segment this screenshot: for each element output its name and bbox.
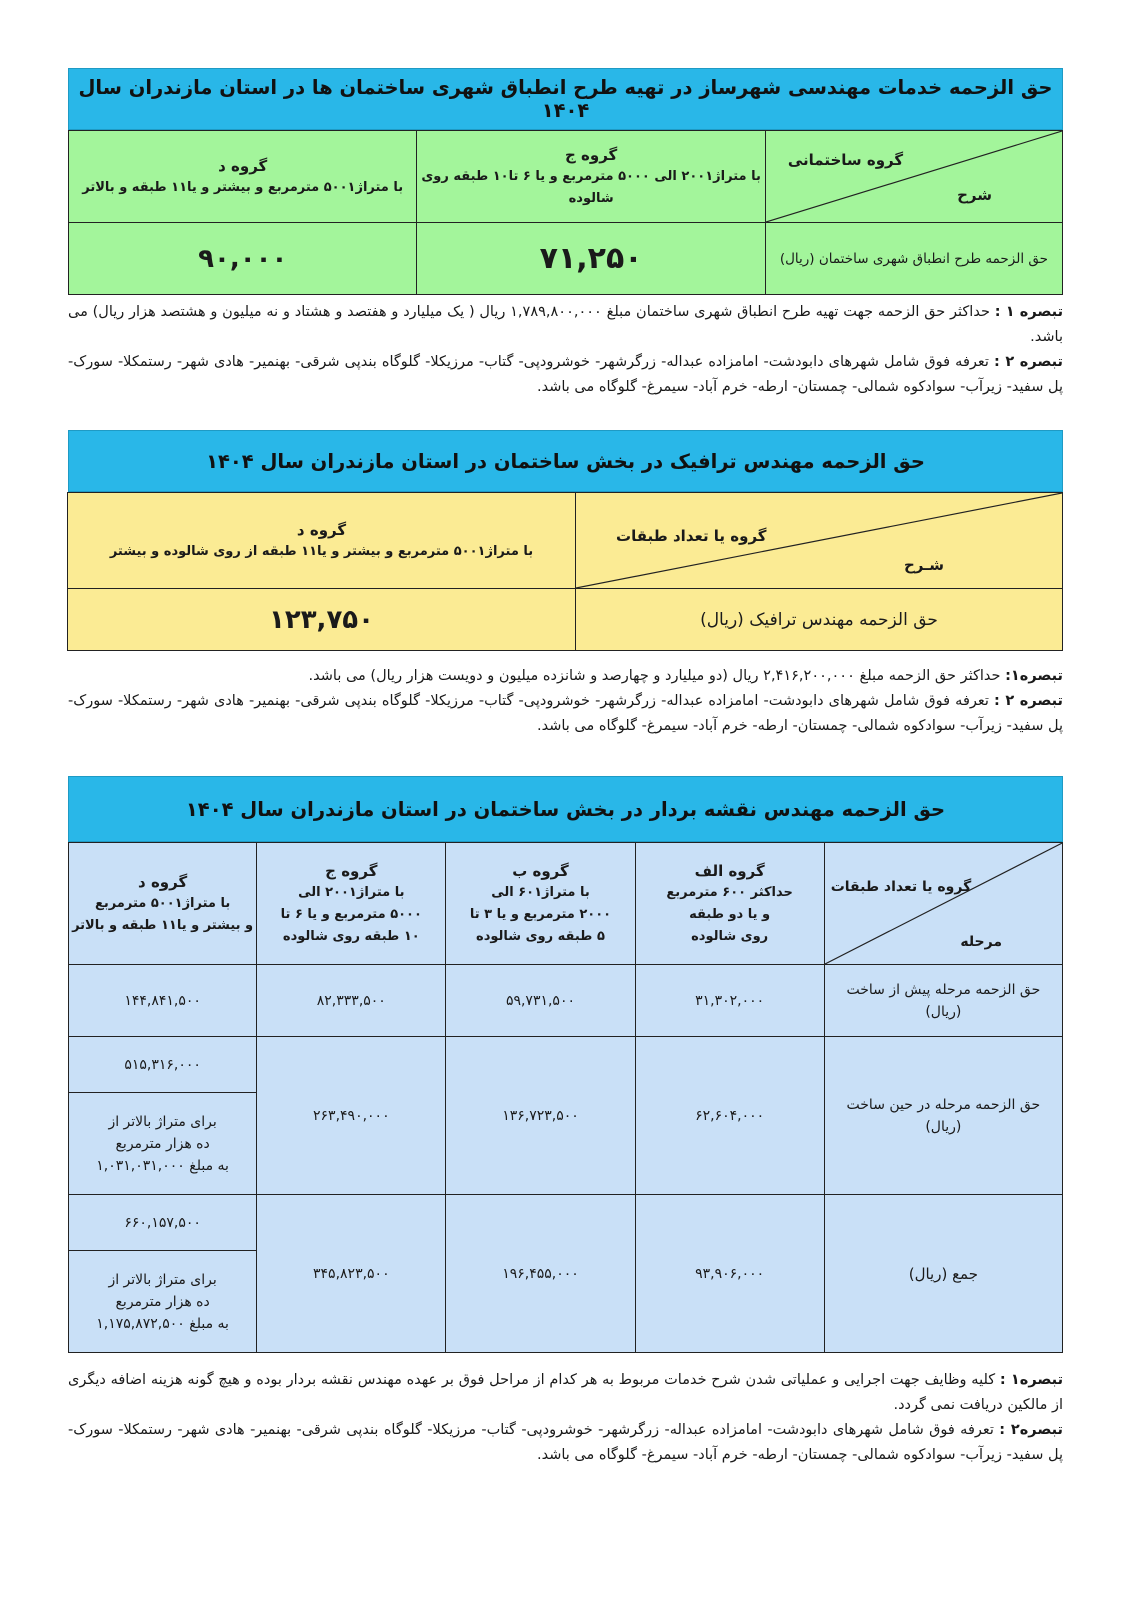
section-urban-planning-notes bbox=[68, 300, 1063, 400]
column-header-group-dal: گروه د با متراژ۵۰۰۱ مترمربع و بیشتر و یا۱۱ طبقه و بالاتر bbox=[69, 843, 257, 965]
section-surveying bbox=[68, 776, 1063, 1353]
value-group-c: ۷۱,۲۵۰ bbox=[417, 223, 765, 295]
column-header-group-d bbox=[68, 493, 576, 589]
note-2: تبصره ۲ : تعرفه فوق شامل شهرهای دابودشت- امامزاده عبداله- زرگرشهر- خوشرودپی- گتاب- مرزیکلا- گلوگاه بندپی شرقی- بهنمیر- هادی شهر- رستمکلا- سورک- پل سفید- زیرآب- سوادکوه شمالی- چمستان- ارطه- خرم آباد- سیمرغ- گلوگاه می باشد. bbox=[68, 354, 1063, 395]
table-cell: ۲۶۳,۴۹۰,۰۰۰ bbox=[257, 1037, 446, 1195]
note-1: تبصره۱ : کلیه وظایف جهت اجرایی و عملیاتی شدن شرح خدمات مربوط به هر کدام از مراحل فوق بر عهده مهندس نقشه بردار بوده و هیچ گونه هزینه اضافه دیگری از مالکین دریافت نمی گردد. bbox=[68, 1372, 1064, 1413]
note-1: تبصره ۱ : حداکثر حق الزحمه جهت تهیه طرح انطباق شهری ساختمان مبلغ ۱,۷۸۹,۸۰۰,۰۰۰ ریال ( یک میلیارد و هفتصد و هشتاد و نه میلیون و هشتصد هزار ریال) می باشد. bbox=[68, 304, 1064, 345]
row-label-during-construction: حق الزحمه مرحله در حین ساخت (ریال) bbox=[824, 1037, 1062, 1195]
value-group-d: ۹۰,۰۰۰ bbox=[69, 223, 417, 295]
table-cell: ۹۳,۹۰۶,۰۰۰ bbox=[635, 1195, 824, 1353]
column-header-group-alef: گروه الف حداکثر ۶۰۰ مترمربع و یا دو طبقه روی شالوده bbox=[635, 843, 824, 965]
surveying-table bbox=[68, 842, 1063, 1353]
note-2: تبصره ۲ : تعرفه فوق شامل شهرهای دابودشت- امامزاده عبداله- زرگرشهر- خوشرودپی- گتاب- مرزیکلا- گلوگاه بندپی شرقی- بهنمیر- هادی شهر- رستمکلا- سورک- پل سفید- زیرآب- سوادکوه شمالی- چمستان- ارطه- خرم آباد- سیمرغ- گلوگاه می باشد. bbox=[68, 693, 1063, 734]
column-subtitle: با متراژ۵۰۰۱ مترمربع و بیشتر و یا۱۱ طبقه از روی شالوده و بیشتر bbox=[109, 543, 534, 559]
corner-top-label: گروه یا تعداد طبقات bbox=[616, 527, 767, 545]
table-cell: ۳۴۵,۸۲۳,۵۰۰ bbox=[257, 1195, 446, 1353]
section-traffic bbox=[68, 430, 1063, 651]
note-2: تبصره۲ : تعرفه فوق شامل شهرهای دابودشت- امامزاده عبداله- زرگرشهر- خوشرودپی- گتاب- مرزیکلا- گلوگاه بندپی شرقی- بهنمیر- هادی شهر- رستمکلا- سورک- پل سفید- زیرآب- سوادکوه شمالی- چمستان- ارطه- خرم آباد- سیمرغ- گلوگاه می باشد. bbox=[68, 1422, 1063, 1463]
column-title: گروه د bbox=[296, 520, 347, 539]
row-label-pre-construction: حق الزحمه مرحله پیش از ساخت (ریال) bbox=[824, 965, 1062, 1037]
corner-bottom-label: شرح bbox=[957, 186, 992, 204]
table-cell: ۱۳۶,۷۲۳,۵۰۰ bbox=[446, 1037, 635, 1195]
column-header-group-be: گروه ب با متراژ۶۰۱ الی ۲۰۰۰ مترمربع و یا ۳ تا ۵ طبقه روی شالوده bbox=[446, 843, 635, 965]
table-cell: ۵۱۵,۳۱۶,۰۰۰ bbox=[69, 1037, 257, 1093]
section-urban-planning-title: حق الزحمه خدمات مهندسی شهرساز در تهیه طرح انطباق شهری ساختمان ها در استان مازندران سال ۱۴۰۴ bbox=[68, 68, 1063, 130]
section-traffic-title: حق الزحمه مهندس ترافیک در بخش ساختمان در استان مازندران سال ۱۴۰۴ bbox=[68, 430, 1063, 492]
urban-planning-table bbox=[68, 130, 1063, 295]
corner-bottom-label: شـرح bbox=[903, 556, 944, 574]
corner-top-label: گروه ساختمانی bbox=[787, 151, 904, 169]
column-header-group-c bbox=[417, 131, 765, 223]
column-subtitle: با متراژ۵۰۰۱ مترمربع و بیشتر و یا۱۱ طبقه و بالاتر bbox=[82, 179, 404, 195]
row-label-total: جمع (ریال) bbox=[824, 1195, 1062, 1353]
corner-top-label: گروه یا تعداد طبقات bbox=[830, 879, 972, 895]
table-header-corner bbox=[576, 493, 1063, 589]
table-row bbox=[69, 965, 1063, 1037]
row-label: حق الزحمه مهندس ترافیک (ریال) bbox=[576, 589, 1063, 651]
section-surveying-notes bbox=[68, 1368, 1063, 1468]
table-cell: ۱۴۴,۸۴۱,۵۰۰ bbox=[69, 965, 257, 1037]
column-header-group-jim: گروه ج با متراژ۲۰۰۱ الی ۵۰۰۰ مترمربع و یا ۶ تا ۱۰ طبقه روی شالوده bbox=[257, 843, 446, 965]
table-cell: ۸۲,۳۳۳,۵۰۰ bbox=[257, 965, 446, 1037]
table-cell: ۶۲,۶۰۴,۰۰۰ bbox=[635, 1037, 824, 1195]
section-urban-planning bbox=[68, 68, 1063, 295]
table-cell-extra: برای متراژ بالاتر از ده هزار مترمربع به مبلغ ۱,۰۳۱,۰۳۱,۰۰۰ bbox=[69, 1093, 257, 1195]
note-1: تبصره۱: حداکثر حق الزحمه مبلغ ۲,۴۱۶,۲۰۰,۰۰۰ ریال (دو میلیارد و چهارصد و شانزده میلیون و دویست هزار ریال) می باشد. bbox=[308, 668, 1063, 684]
column-title: گروه د bbox=[218, 156, 268, 175]
table-cell: ۵۹,۷۳۱,۵۰۰ bbox=[446, 965, 635, 1037]
table-cell: ۳۱,۳۰۲,۰۰۰ bbox=[635, 965, 824, 1037]
column-header-group-d bbox=[69, 131, 417, 223]
row-label: حق الزحمه طرح انطباق شهری ساختمان (ریال) bbox=[765, 223, 1062, 295]
column-subtitle: با متراژ۲۰۰۱ الی ۵۰۰۰ مترمربع و یا ۶ تا۱۰ طبقه روی شالوده bbox=[421, 168, 761, 206]
table-header-corner bbox=[824, 843, 1062, 965]
table-row bbox=[69, 1037, 1063, 1093]
column-title: گروه ج bbox=[564, 145, 618, 164]
section-traffic-notes bbox=[68, 664, 1063, 739]
table-row bbox=[69, 1195, 1063, 1251]
table-cell-extra: برای متراژ بالاتر از ده هزار مترمربع به مبلغ ۱,۱۷۵,۸۷۲,۵۰۰ bbox=[69, 1251, 257, 1353]
table-cell: ۶۶۰,۱۵۷,۵۰۰ bbox=[69, 1195, 257, 1251]
table-header-corner bbox=[765, 131, 1062, 223]
corner-bottom-label: مرحله bbox=[960, 934, 1002, 950]
section-surveying-title: حق الزحمه مهندس نقشه بردار در بخش ساختمان در استان مازندران سال ۱۴۰۴ bbox=[68, 776, 1063, 842]
traffic-table bbox=[67, 492, 1063, 651]
table-cell: ۱۹۶,۴۵۵,۰۰۰ bbox=[446, 1195, 635, 1353]
value-group-d: ۱۲۳,۷۵۰ bbox=[68, 589, 576, 651]
